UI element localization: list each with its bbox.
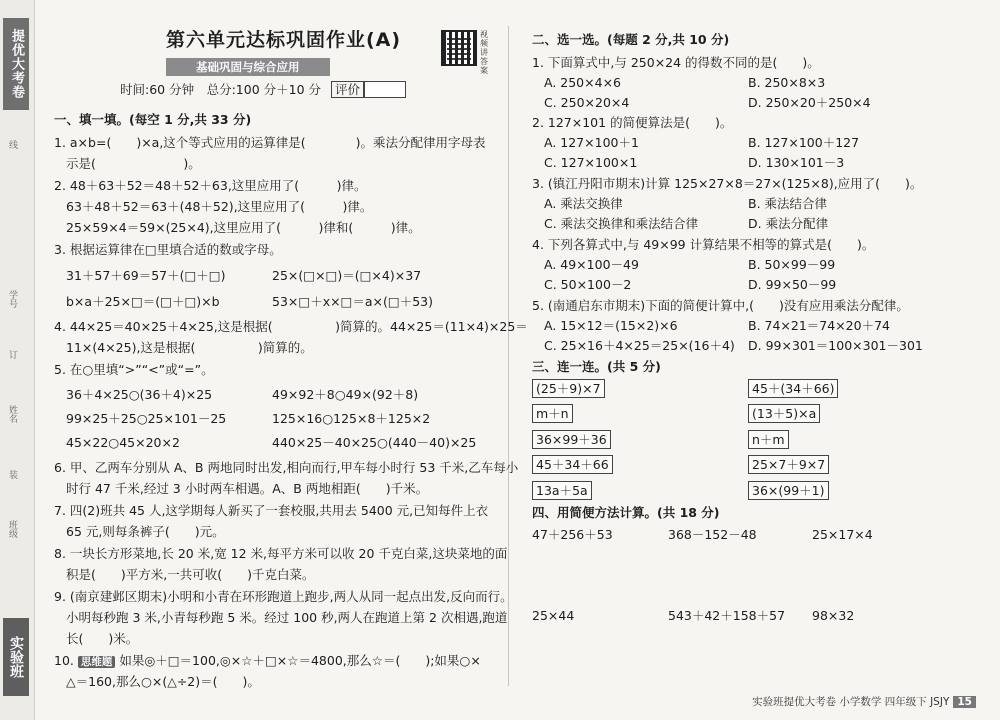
match-left-item[interactable]: 36×99＋36 — [532, 430, 611, 449]
class-label: 班级 — [7, 520, 17, 538]
calc-expression: 47＋256＋53 — [532, 527, 613, 542]
expression: 31＋57＋69＝57＋(□＋□) — [66, 268, 226, 283]
question-text: 2. 48＋63＋52＝48＋52＋63,这里应用了( )律。 — [54, 178, 367, 193]
option: B. 127×100＋127 — [748, 135, 860, 150]
expression: 99×25＋25○25×101－25 — [66, 411, 227, 426]
match-left-item[interactable]: (25＋9)×7 — [532, 379, 605, 398]
section-heading: 二、选一选。(每题 2 分,共 10 分) — [532, 32, 730, 47]
question-text: 7. 四(2)班共 45 人,这学期每人新买了一套校服,共用去 5400 元,已知每件上衣 — [54, 503, 489, 518]
thinking-tag: 思维题 — [78, 656, 116, 668]
cut-mark: 装 — [7, 470, 17, 479]
question-text: 小明每秒跑 3 米,小青每秒跑 5 米。经过 100 秒,两人在跑道上第 2 次相遇,跑道 — [66, 610, 508, 625]
match-right-item[interactable]: (13＋5)×a — [748, 404, 820, 423]
option: B. 74×21＝74×20＋74 — [748, 318, 890, 333]
option: A. 15×12＝(15×2)×6 — [544, 318, 678, 333]
option: A. 乘法交换律 — [544, 196, 623, 211]
match-right-item[interactable]: n＋m — [748, 430, 789, 449]
question-text: 3. 根据运算律在□里填合适的数或字母。 — [54, 242, 282, 257]
question-text: 4. 44×25＝40×25＋4×25,这是根据( )简算的。44×25＝(11×4)×25＝ — [54, 319, 528, 334]
match-left-item[interactable]: 45＋34＋66 — [532, 455, 613, 474]
expression: 25×(□×□)＝(□×4)×37 — [272, 268, 422, 283]
option: C. 250×20×4 — [544, 95, 630, 110]
option: C. 25×16＋4×25＝25×(16＋4) — [544, 338, 735, 353]
page-title: 第六单元达标巩固作业(A) — [166, 29, 402, 51]
brand-logo-bottom: 实验班 — [3, 618, 29, 696]
question-text: 如果◎＋□＝100,◎×☆＋□×☆＝4800,那么☆＝( );如果○× — [119, 653, 481, 668]
student-id-label: 学号 — [7, 290, 17, 308]
option: D. 99×301＝100×301－301 — [748, 338, 923, 353]
expression: b×a＋25×□＝(□＋□)×b — [66, 294, 220, 309]
option: B. 250×8×3 — [748, 75, 826, 90]
match-right-item[interactable]: 45＋(34＋66) — [748, 379, 838, 398]
question-text: 6. 甲、乙两车分别从 A、B 两地同时出发,相向而行,甲车每小时行 53 千米,乙车每小 — [54, 460, 519, 475]
question-text: 2. 127×101 的简便算法是( )。 — [532, 115, 733, 130]
match-right-item[interactable]: 36×(99＋1) — [748, 481, 829, 500]
question-text: 1. 下面算式中,与 250×24 的得数不同的是( )。 — [532, 55, 820, 70]
page-divider — [508, 26, 509, 686]
question-text: 3. (镇江丹阳市期末)计算 125×27×8＝27×(125×8),应用了( )。 — [532, 176, 923, 191]
question-text: 11×(4×25),这是根据( )简算的。 — [66, 340, 313, 355]
qr-code[interactable] — [441, 30, 477, 66]
question-text: 1. a×b=( )×a,这个等式应用的运算律是( )。乘法分配律用字母表 — [54, 135, 486, 150]
brand-logo-top: 提优大考卷 — [3, 18, 29, 110]
question-text: 5. 在○里填“>”“<”或“=”。 — [54, 362, 214, 377]
option: D. 99×50－99 — [748, 277, 837, 292]
time-score-text: 时间:60 分钟 总分:100 分＋10 分 — [120, 82, 322, 97]
question-text: 4. 下列各算式中,与 49×99 计算结果不相等的算式是( )。 — [532, 237, 875, 252]
option: A. 49×100－49 — [544, 257, 639, 272]
page-subtitle: 基础巩固与综合应用 — [166, 58, 330, 76]
calc-expression: 98×32 — [812, 608, 855, 623]
option: D. 乘法分配律 — [748, 216, 829, 231]
student-name-label: 姓名 — [7, 405, 17, 423]
expression: 49×92＋8○49×(92＋8) — [272, 387, 419, 402]
expression: 125×16○125×8＋125×2 — [272, 411, 431, 426]
option: D. 130×101－3 — [748, 155, 845, 170]
question-text: 积是( )平方米,一共可收( )千克白菜。 — [66, 567, 315, 582]
option: D. 250×20＋250×4 — [748, 95, 871, 110]
section-heading: 三、连一连。(共 5 分) — [532, 359, 661, 374]
cut-mark: 订 — [7, 350, 17, 359]
question-text: 8. 一块长方形菜地,长 20 米,宽 12 米,每平方米可以收 20 千克白菜,这块菜地的面 — [54, 546, 508, 561]
binding-strip — [0, 0, 35, 720]
cut-mark: 线 — [7, 140, 17, 149]
expression: 53×□＋x×□＝a×(□＋53) — [272, 294, 433, 309]
question-text: △＝160,那么○×(△÷2)＝( )。 — [66, 674, 260, 689]
section-heading: 四、用简便方法计算。(共 18 分) — [532, 505, 720, 520]
option: C. 乘法交换律和乘法结合律 — [544, 216, 699, 231]
page-number: 15 — [953, 696, 976, 708]
calc-expression: 368－152－48 — [668, 527, 757, 542]
question-text: 5. (南通启东市期末)下面的简便计算中,( )没有应用乘法分配律。 — [532, 298, 909, 313]
question-text: 时行 47 千米,经过 3 小时两车相遇。A、B 两地相距( )千米。 — [66, 481, 429, 496]
match-left-item[interactable]: 13a＋5a — [532, 481, 592, 500]
qr-label: 视频讲答案 — [480, 30, 488, 75]
match-left-item[interactable]: m＋n — [532, 404, 573, 423]
option: C. 50×100－2 — [544, 277, 632, 292]
question-text: 65 元,则每条裤子( )元。 — [66, 524, 225, 539]
option: B. 乘法结合律 — [748, 196, 828, 211]
footer-text: 实验班提优大考卷 小学数学 四年级下 JSJY — [752, 696, 950, 708]
time-score-line — [120, 81, 406, 98]
section-heading: 一、填一填。(每空 1 分,共 33 分) — [54, 112, 252, 127]
page-footer — [752, 694, 976, 709]
option: A. 250×4×6 — [544, 75, 621, 90]
question-text: 63＋48＋52＝63＋(48＋52),这里应用了( )律。 — [66, 199, 373, 214]
option: A. 127×100＋1 — [544, 135, 639, 150]
calc-expression: 543＋42＋158＋57 — [668, 608, 786, 623]
calc-expression: 25×17×4 — [812, 527, 873, 542]
expression: 440×25－40×25○(440－40)×25 — [272, 435, 477, 450]
expression: 45×22○45×20×2 — [66, 435, 180, 450]
question-text: 9. (南京建邺区期末)小明和小青在环形跑道上跑步,两人从同一起点出发,反向而行。 — [54, 589, 513, 604]
match-right-item[interactable]: 25×7＋9×7 — [748, 455, 829, 474]
eval-label: 评价 — [331, 81, 364, 98]
question-10: 10. 思维题 如果◎＋□＝100,◎×☆＋□×☆＝4800,那么☆＝( );如果○× — [54, 653, 481, 668]
eval-box[interactable] — [364, 81, 406, 98]
question-text: 示是( )。 — [66, 156, 201, 171]
question-text: 长( )米。 — [66, 631, 139, 646]
expression: 36＋4×25○(36＋4)×25 — [66, 387, 213, 402]
option: C. 127×100×1 — [544, 155, 638, 170]
option: B. 50×99－99 — [748, 257, 836, 272]
calc-expression: 25×44 — [532, 608, 575, 623]
question-text: 25×59×4＝59×(25×4),这里应用了( )律和( )律。 — [66, 220, 421, 235]
